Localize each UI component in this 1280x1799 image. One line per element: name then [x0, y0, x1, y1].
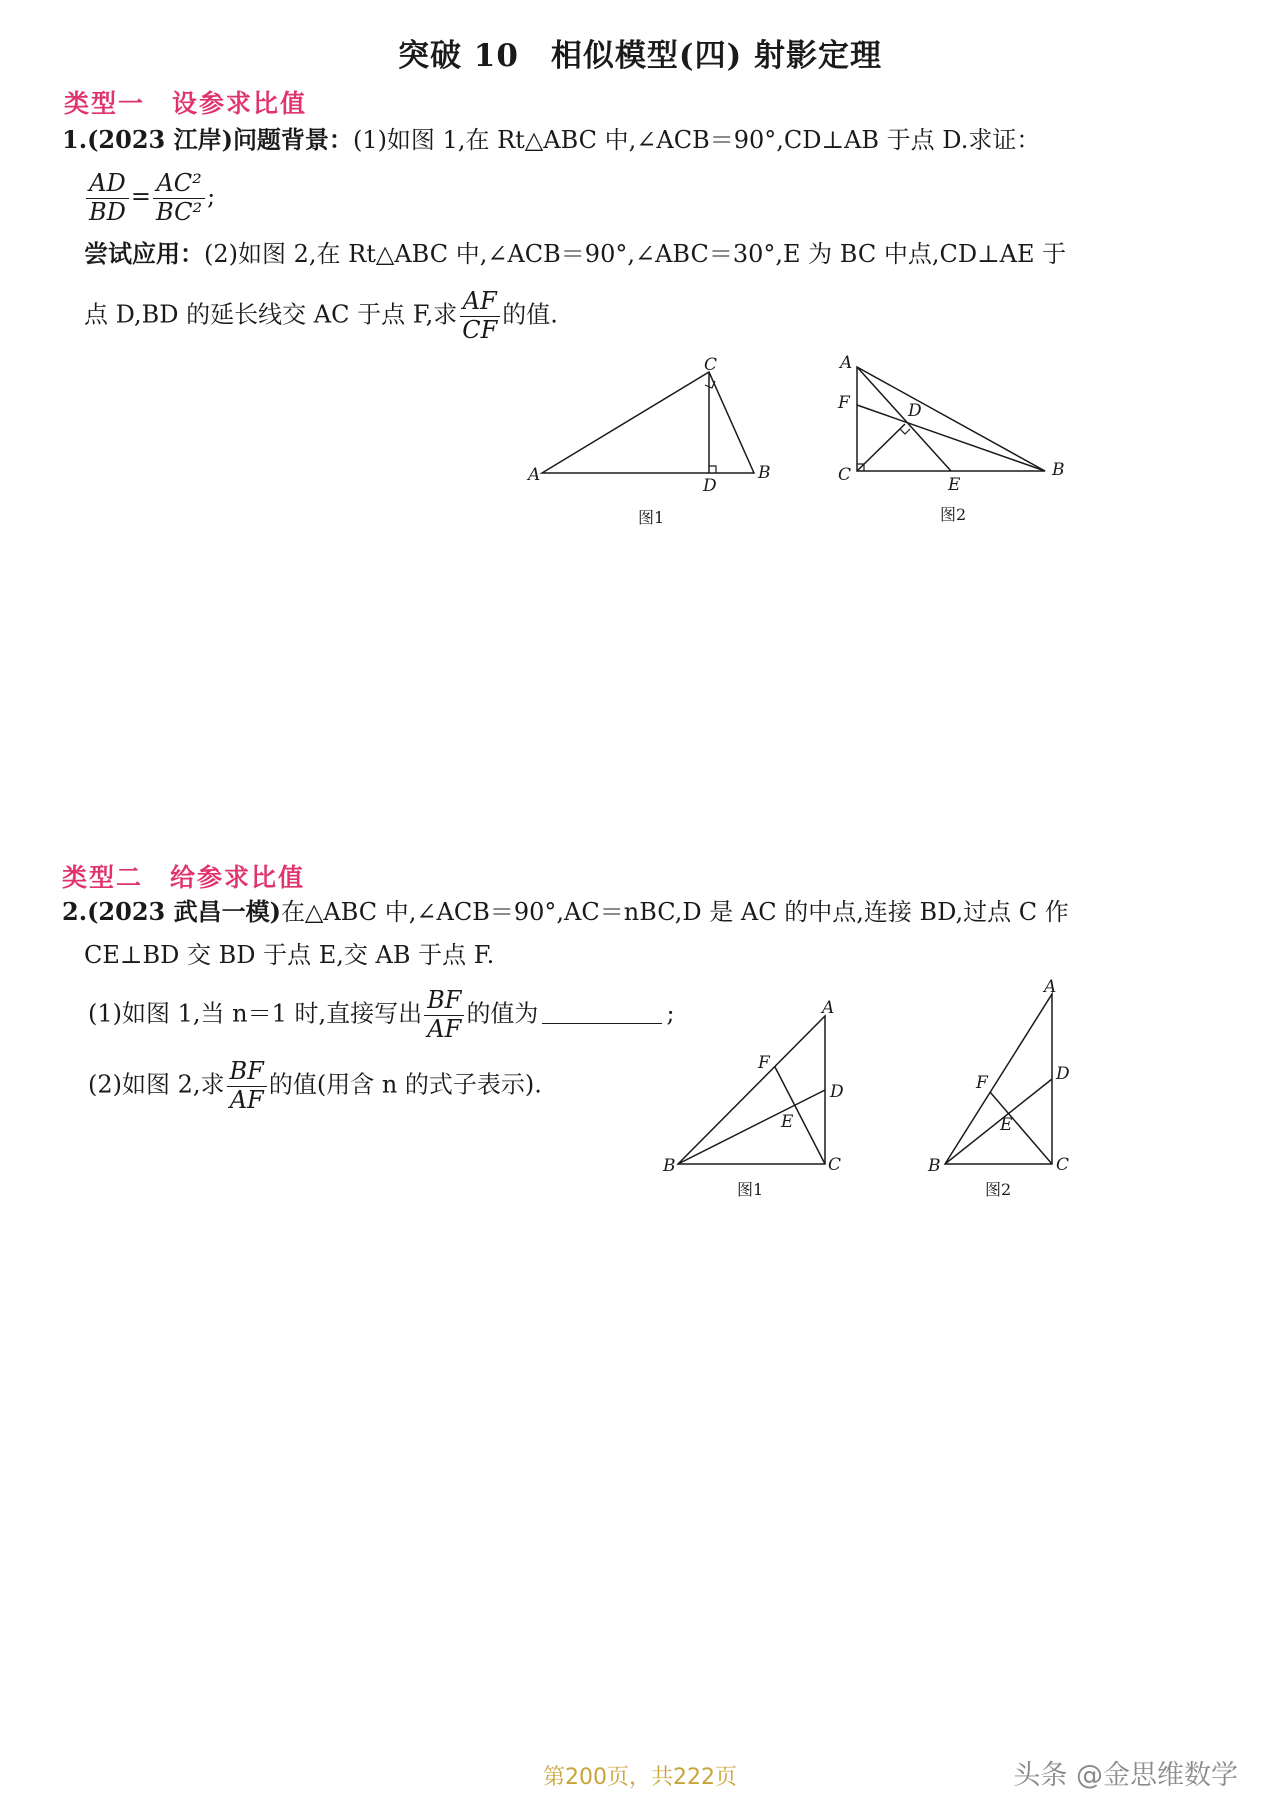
problem1-line3: [84, 288, 558, 344]
label-e: E: [1000, 1115, 1013, 1135]
label-e: E: [781, 1112, 794, 1132]
fraction-bf-af: $\frac{BF}{AF}$: [424, 987, 464, 1043]
problem2-q2-text-end: 的值(用含 n 的式子表示).: [268, 1070, 542, 1099]
label-a: A: [1044, 977, 1057, 997]
right-angle-mark-d: [709, 466, 716, 473]
label-d: D: [830, 1082, 844, 1102]
figure-caption: 图2: [940, 505, 967, 524]
segment-bd: [945, 1079, 1052, 1164]
label-c: C: [704, 355, 718, 375]
problem2-q2-text: (2)如图 2,求: [88, 1070, 225, 1099]
segment-fb: [857, 405, 1045, 471]
label-d: D: [703, 476, 717, 496]
section-heading-type1: 类型一 设参求比值: [64, 89, 308, 118]
label-d: D: [1056, 1064, 1070, 1084]
fraction-af-cf: $\frac{AF}{CF}$: [459, 288, 500, 344]
problem1-statement-2: (2)如图 2,在 Rt△ABC 中,∠ACB＝90°,∠ABC＝30°,E 为 BC 中点,CD⊥AE 于: [204, 240, 1067, 268]
problem1-statement-1: (1)如图 1,在 Rt△ABC 中,∠ACB＝90°,CD⊥AB 于点 D.求证：: [352, 126, 1041, 154]
problem2-q1-semicolon: ;: [666, 999, 675, 1028]
label-c: C: [838, 465, 852, 485]
problem1-apply-label: 尝试应用：: [84, 239, 204, 268]
label-d: D: [908, 401, 922, 421]
fraction-bf-af: $\frac{BF}{AF}$: [227, 1058, 267, 1114]
label-a: A: [822, 998, 835, 1018]
triangle-abc: [678, 1016, 825, 1164]
label-b: B: [928, 1156, 941, 1176]
figure-caption: 图1: [737, 1180, 764, 1199]
label-a: A: [840, 353, 853, 373]
watermark: 头条 @金思维数学: [1013, 1760, 1238, 1791]
problem2-figure2: [920, 970, 1090, 1205]
problem1-proof-target: [84, 170, 215, 226]
problem1-statement-3: 点 D,BD 的延长线交 AC 于点 F,求: [84, 300, 458, 329]
problem2-line1: [62, 898, 1069, 927]
label-b: B: [663, 1156, 676, 1176]
problem2-question1: [88, 987, 675, 1043]
triangle-abc: [857, 367, 1045, 471]
label-e: E: [948, 475, 961, 495]
triangle-abc: [945, 994, 1052, 1164]
problem2-statement-1: 在△ABC 中,∠ACB＝90°,AC＝nBC,D 是 AC 的中点,连接 BD,过点 C 作: [280, 898, 1069, 926]
problem2-line2: CE⊥BD 交 BD 于点 E,交 AB 于点 F.: [84, 941, 495, 969]
page-number: 第200页，共222页: [543, 1765, 737, 1790]
problem1-number: 1.: [62, 125, 88, 154]
problem2-q1-text-end: 的值为: [466, 999, 539, 1028]
label-c: C: [828, 1155, 842, 1175]
triangle-abc: [542, 372, 754, 473]
problem1-background-label: 问题背景：: [232, 125, 353, 154]
figure-caption: 图1: [638, 508, 665, 527]
problem1-statement-3-end: 的值.: [502, 300, 558, 329]
fraction-ac2-bc2: $\frac{\text{AC²}}{\text{BC²}}$: [153, 170, 205, 226]
segment-ae: [857, 367, 951, 471]
answer-blank[interactable]: [542, 1023, 662, 1024]
semicolon: ;: [207, 182, 216, 211]
label-f: F: [838, 393, 850, 413]
problem2-source: (2023 武昌一模): [87, 897, 281, 926]
problem2-question2: [88, 1058, 542, 1114]
figure-caption: 图2: [985, 1180, 1012, 1199]
equals-sign: =: [130, 182, 151, 211]
page-title: 突破 10 相似模型(四) 射影定理: [397, 38, 883, 74]
problem2-q1-text: (1)如图 1,当 n＝1 时,直接写出: [88, 999, 423, 1028]
problem1-line2: [84, 240, 1066, 269]
right-angle-mark-d: [900, 429, 910, 434]
label-a: A: [528, 465, 541, 485]
label-f: F: [976, 1073, 988, 1093]
problem1-line1: [62, 126, 1040, 155]
label-c: C: [1056, 1155, 1070, 1175]
problem1-figure2: [830, 350, 1080, 535]
fraction-ad-bd: $\frac{AD}{BD}$: [86, 170, 129, 226]
label-b: B: [758, 463, 771, 483]
problem1-source: (2023 江岸): [87, 125, 233, 154]
problem2-figure1: [660, 990, 880, 1205]
section-heading-type2: 类型二 给参求比值: [62, 863, 306, 892]
problem1-figure1: [520, 355, 800, 535]
problem2-number: 2.: [62, 897, 88, 926]
segment-bd: [678, 1090, 825, 1164]
label-b: B: [1052, 460, 1065, 480]
label-f: F: [758, 1053, 770, 1073]
